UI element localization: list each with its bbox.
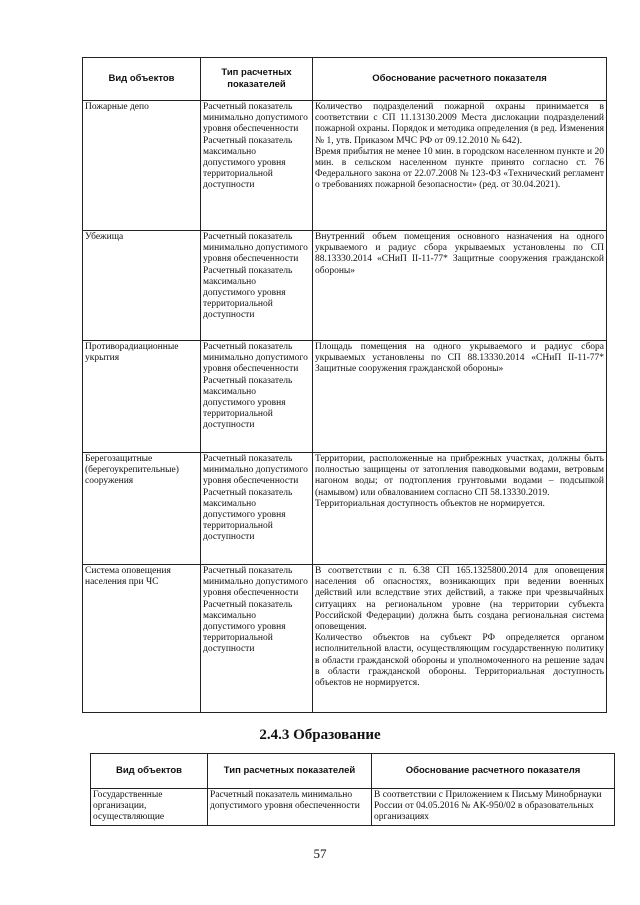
indicator-type: Расчетный показатель максимально допустимого уровня территориальной доступности (203, 599, 293, 655)
indicator-type: Расчетный показатель минимально допустимого уровня обеспеченности (203, 102, 308, 135)
column-header-object-type: Вид объектов (83, 58, 201, 101)
basis-paragraph: В соответствии с Приложением к Письму Минобрнауки России от 04.05.2016 № АК-950/02 в образовательных организациях (374, 790, 602, 823)
basis-paragraph: Внутренний объем помещения основного назначения на одного укрываемого и радиус сбора укрываемых установлены по СП 88.13330.2014 «СНиП II-11-77* Защитные сооружения гражданской обороны» (315, 232, 604, 276)
basis-paragraph: Территориальная доступность объектов не нормируется. (315, 498, 545, 509)
basis-paragraph: Количество объектов на субъект РФ определяется органом исполнительной власти, осуществляющим государственную политику в области гражданской обороны и уполномоченного на решение задач в области гражданской обороны. Территориальная доступность объектов не нормируется. (315, 633, 604, 689)
table-row (83, 453, 607, 565)
basis-cell (313, 341, 607, 453)
section-heading: 2.4.3 Образование (259, 727, 381, 743)
object-name-cell: Убежища (83, 231, 201, 341)
column-header-basis: Обоснование расчетного показателя (372, 754, 615, 789)
basis-paragraph: Территории, расположенные на прибрежных участках, должны быть полностью защищены от затопления паводковыми водами, ветровым нагоном воды; от подтопления грунтовыми водами – подсыпкой (намывом) или обвалованием согласно СП 58.13330.2019. (315, 454, 604, 498)
indicator-type: Расчетный показатель минимально допустимого уровня обеспеченности (203, 566, 308, 599)
regulatory-table-education (90, 753, 615, 826)
column-header-indicator-type: Тип расчетных показателей (201, 58, 313, 101)
indicator-type-cell (208, 789, 372, 826)
basis-paragraph: Количество подразделений пожарной охраны принимается в соответствии с СП 11.13130.2009 Места дислокации подразделений пожарной охраны. Порядок и методика определения (в ред. Изменения № 1, утв. Приказом МЧС РФ от 09.12.2010 № 642). (315, 102, 604, 146)
indicator-type: Расчетный показатель минимально допустимого уровня обеспеченности (203, 454, 308, 487)
indicator-type-cell (201, 231, 313, 341)
indicator-type: Расчетный показатель минимально допустимого уровня обеспеченности (203, 232, 308, 265)
basis-cell (313, 231, 607, 341)
indicator-type-cell (201, 453, 313, 565)
object-name-cell: Система оповещения населения при ЧС (83, 565, 201, 713)
indicator-type: Расчетный показатель минимально допустимого уровня обеспеченности (203, 342, 308, 375)
indicator-type: Расчетный показатель максимально допустимого уровня территориальной доступности (203, 265, 293, 321)
object-name-cell: Пожарные депо (83, 101, 201, 231)
indicator-type: Расчетный показатель максимально допустимого уровня территориальной доступности (203, 487, 293, 543)
basis-cell (313, 453, 607, 565)
basis-paragraph: Площадь помещения на одного укрываемого и радиус сбора укрываемых установлены по СП 88.13330.2014 «СНиП II-11-77* Защитные сооружения гражданской обороны» (315, 342, 604, 375)
object-name-cell: Берегозащитные (берегоукрепительные) сооружения (83, 453, 201, 565)
object-name-cell: Государственные организации, осуществляющие (91, 789, 208, 826)
basis-paragraph: В соответствии с п. 6.38 СП 165.1325800.2014 для оповещения населения об опасностях, возникающих при ведении военных действий или вследствие этих действий, а также при чрезвычайных ситуациях на региональном уровне (на территории субъекта Российской Федерации) должна быть создана региональная система оповещения. (315, 566, 604, 633)
object-name-cell: Противорадиационные укрытия (83, 341, 201, 453)
table-row (83, 565, 607, 713)
column-header-object-type: Вид объектов (91, 754, 208, 789)
indicator-type-cell (201, 101, 313, 231)
indicator-type: Расчетный показатель максимально допустимого уровня территориальной доступности (203, 375, 293, 431)
table-header-row (83, 58, 607, 101)
page-number: 57 (313, 846, 327, 861)
table-row (91, 789, 615, 826)
column-header-basis: Обоснование расчетного показателя (313, 58, 607, 101)
indicator-type-cell (201, 565, 313, 713)
regulatory-table-civil-defense (82, 57, 607, 713)
table-row (83, 101, 607, 231)
table-row (83, 231, 607, 341)
table-row (83, 341, 607, 453)
basis-cell (313, 565, 607, 713)
basis-paragraph: Время прибытия не менее 10 мин. в городском населенном пункте и 20 мин. в сельском населенном пункте принято согласно ст. 76 Федерального закона от 22.07.2008 № 123-ФЗ «Технический регламент о требованиях пожарной безопасности» (ред. от 30.04.2021). (315, 146, 604, 191)
basis-cell (372, 789, 615, 826)
indicator-type: Расчетный показатель максимально допустимого уровня территориальной доступности (203, 135, 293, 191)
table-header-row (91, 754, 615, 789)
indicator-type: Расчетный показатель минимально допустимого уровня обеспеченности (210, 790, 360, 812)
basis-cell (313, 101, 607, 231)
column-header-indicator-type: Тип расчетных показателей (208, 754, 372, 789)
indicator-type-cell (201, 341, 313, 453)
